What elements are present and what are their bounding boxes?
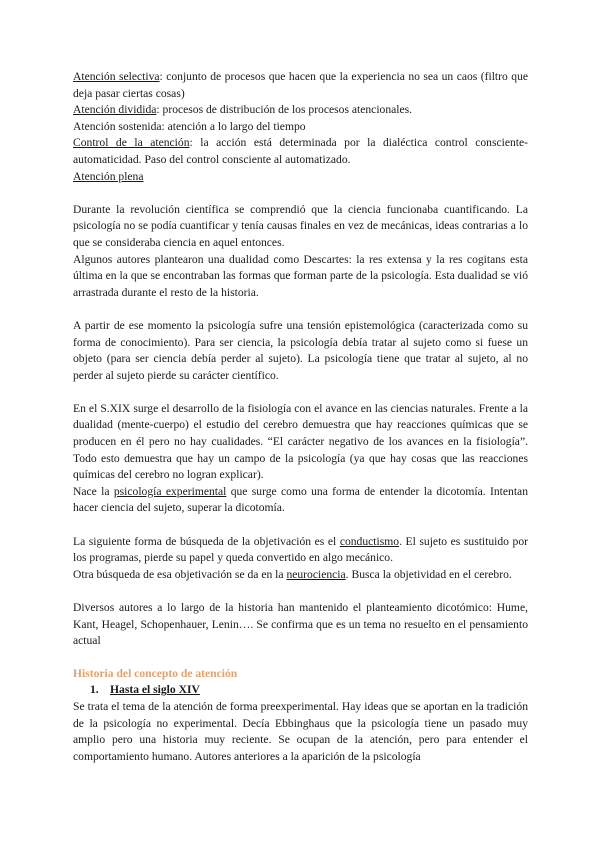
term-divided: Atención dividida [73,103,157,117]
definition-text: procesos de distribución de los procesos atencionales. [162,103,413,117]
term-selective: Atención selectiva [73,70,160,83]
text: Otra búsqueda de esa objetivación se da en la [73,567,287,581]
text: que surge como una forma de entender la dicotomía. Intentan hacer ciencia del sujeto, superar la dicotomía. [73,484,528,515]
text: . El sujeto es sustituido por los programas, pierde su papel y queda convertido en algo mecánico. [73,534,528,565]
definition-control [73,135,528,168]
paragraph-epistemology: A partir de ese momento la psicología sufre una tensión epistemológica (caracterizada como su forma de conocimiento). Para ser ciencia, la psicología debía tratar al sujeto como si fuese un objeto (para ser ciencia debía perder al sujeto). La psicología tiene que tratar al sujeto, al no perder al sujeto pierde su carácter científico. [73,318,528,382]
paragraph-behaviorism [73,534,528,567]
definition-sustained [73,119,528,136]
paragraph-descartes: Algunos autores plantearon una dualidad como Descartes: la res extensa y la res cogitans esta última en la que se encontraban las formas que forman parte de la psicología. Esta dualidad se vió arrastrada durante el resto de la historia. [73,252,528,299]
paragraph-physiology: En el S.XIX surge el desarrollo de la fisiología con el avance en las ciencias naturales. Frente a la dualidad (mente-cuerpo) el estudio del cerebro demuestra que hay reacciones químicas que se producen en él pero no hay cualidades. “El carácter negativo de los avances en la fisiología”. Todo esto demuestra que hay un campo de la psicología (ya que hay cosas que las reacciones químicas del cerebro no logran explicar). [73,401,528,482]
numbered-item [90,682,528,699]
paragraph-revolution: Durante la revolución científica se comprendió que la ciencia funcionaba cuantificando. La psicología no se podía cuantificar y tenía causas finales en vez de mecánicas, ideas contrarias a lo que se consideraba ciencia en aquel entonces. [73,202,528,249]
term-control: Control de la atención [73,136,190,150]
definition-divided [73,102,528,119]
separator: : [156,103,163,117]
term-mindful: Atención plena [73,169,144,183]
paragraph-authors: Diversos autores a lo largo de la historia han mantenido el planteamiento dicotómico: Hume, Kant, Heagel, Schopenhauer, Lenin…. Se confirma que es un tema no resuelto en el pensamiento actual [73,601,528,648]
separator: : [159,70,167,83]
definition-selective [73,69,528,102]
definition-mindful [73,169,528,186]
paragraph-preexperimental: Se trata el tema de la atención de forma preexperimental. Hay ideas que se aportan en la tradición de la psicología no experimental. Decía Ebbinghaus que la psicología tiene un pasado muy amplio pero una historia muy reciente. Se ocupan de la atención, pero para entender el comportamiento humano. Autores anteriores a la aparición de la psicología [73,699,528,763]
separator: : [189,136,201,150]
text: . Busca la objetividad en el cerebro. [345,567,512,581]
paragraph-experimental [73,484,528,517]
item-number: 1. [90,683,99,697]
definition-text: Atención sostenida: atención a lo largo del tiempo [73,119,306,133]
definition-text: conjunto de procesos que hacen que la experiencia no sea un caos (filtro que deja pasar ciertas cosas) [73,70,529,100]
term-behaviorism: conductismo [339,534,400,548]
item-title: Hasta el siglo XIV [110,683,200,697]
term-experimental-psychology: psicología experimental [113,484,227,498]
section-heading: Historia del concepto de atención [73,666,238,680]
document-body [73,69,528,765]
term-neuroscience: neurociencia [286,567,346,581]
text: La siguiente forma de búsqueda de la objetivación es el [73,534,340,548]
text: Nace la [73,484,114,498]
paragraph-neuroscience [73,567,528,584]
definition-text: la acción está determinada por la dialéctica control consciente-automaticidad. Paso del control consciente al automatizado. [73,136,528,166]
